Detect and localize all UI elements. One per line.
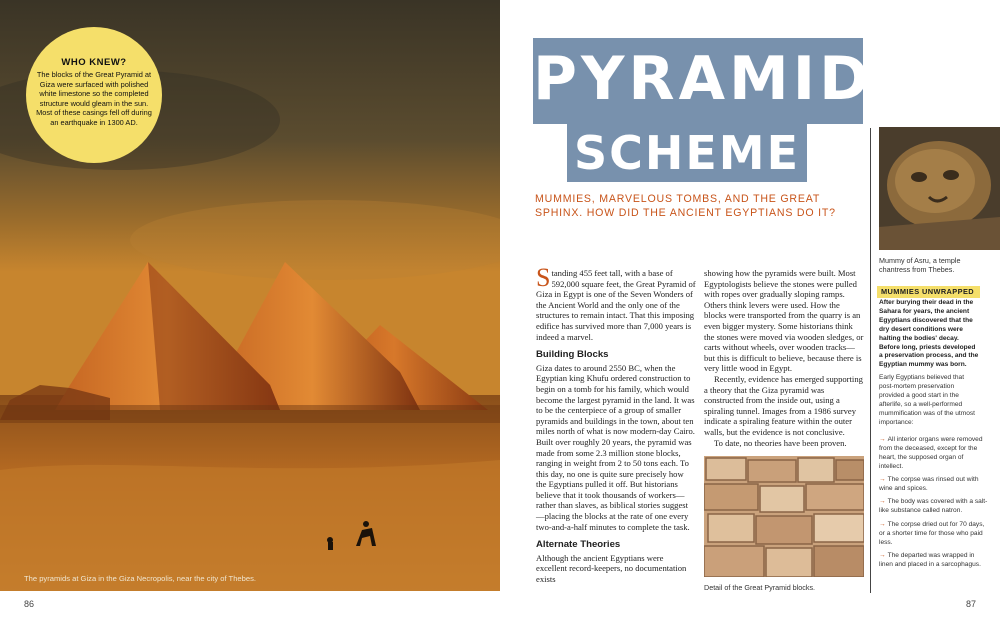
building-blocks-paragraph: Giza dates to around 2550 BC, when the Egyptian king Khufu ordered construction to begin on a tomb for his family, which would become the largest pyramid in the land. It was to be the centerpiece of a group of smaller pyramids and buildings in the town, about ten miles north of what is now modern-day Cairo. Built over roughly 20 years, the pyramid was made from some 2.3 million stone blocks, ranging in weight from 2 to 50 tons each. To this day, no one is quite sure precisely how the Egyptians pulled it off. But historians believe that it took thousands of workers—rather than slaves, as biblical stories suggest—placing the blocks at the rate of one every two-and-a-half minutes to complete the task. [536, 362, 695, 532]
article-column-1 [536, 263, 696, 585]
who-knew-body: The blocks of the Great Pyramid at Giza were surfaced with polished white limestone so the completed structure would gleam in the sun. Most of these casings fell off during an earthquake in 1300 AD. [36, 70, 152, 127]
page-number-right: 87 [965, 599, 976, 609]
arrow-icon: → [879, 476, 886, 484]
column-2-paragraph-1: showing how the pyramids were built. Most Egyptologists believe the stones were pulled with ropes over gradually sloping ramps. Others think levers were used. How the blocks were transported from the quarry is an even bigger mystery. Some historians think the stones were moved via wooden sledges, or carts without wheels, over wooden tracks—but this is difficult to believe, because there is very little wood in Egypt. [704, 268, 864, 374]
alternate-theories-paragraph: Although the ancient Egyptians were excellent record-keepers, no documentation exists [536, 552, 687, 585]
intro-paragraph [536, 263, 696, 342]
mummification-steps-list [879, 436, 989, 574]
arrow-icon: → [879, 551, 886, 559]
intro-text: tanding 455 feet tall, with a base of 592,000 square feet, the Great Pyramid of Giza in Egypt is one of the Seven Wonders of the Ancient World and the only one of the structures to remain intact. That this imposing edifice has survived more than 7,000 years is indeed a marvel. [536, 268, 696, 342]
list-item-text: The departed was wrapped in linen and placed in a sarcophagus. [879, 551, 981, 568]
list-item-text: The corpse dried out for 70 days, or a shorter time for those who paid less. [879, 520, 985, 546]
who-knew-title: WHO KNEW? [61, 57, 127, 68]
list-item-text: All interior organs were removed from the deceased, except for the heart, the supposed organ of intellect. [879, 436, 983, 470]
pyramids-photo-caption: The pyramids at Giza in the Giza Necropolis, near the city of Thebes. [24, 574, 256, 583]
column-2-paragraph-2: Recently, evidence has emerged supporting a theory that the Giza pyramid was constructed from the inside out, using a spiraling tunnel. Images from a 1986 survey indicate a spiraling feature within the outer walls, but the evidence is not conclusive. [704, 373, 863, 437]
list-item [879, 521, 989, 548]
arrow-icon: → [879, 520, 886, 528]
sidebar-heading: MUMMIES UNWRAPPED [877, 286, 980, 298]
subheadline: MUMMIES, MARVELOUS TOMBS, AND THE GREAT SPHINX. HOW DID THE ANCIENT EGYPTIANS DO IT? [535, 193, 836, 219]
stone-blocks-photo [704, 456, 864, 577]
article-column-2 [704, 268, 864, 448]
list-item-text: The corpse was rinsed out with wine and spices. [879, 476, 979, 493]
list-item [879, 476, 989, 494]
list-item [879, 552, 989, 570]
arrow-icon: → [879, 498, 886, 506]
who-knew-callout [26, 27, 162, 163]
sidebar-lede: After burying their dead in the Sahara for years, the ancient Egyptians discovered that the dry desert conditions were halting the bodies' decay. Before long, priests developed a preservation process, and the Egyptian mummy was born. [879, 299, 979, 369]
section-heading-alternate-theories: Alternate Theories [536, 539, 621, 551]
arrow-icon: → [879, 436, 886, 443]
list-item [879, 498, 989, 516]
list-item-text: The body was covered with a salt-like substance called natron. [879, 498, 988, 515]
stone-blocks-caption: Detail of the Great Pyramid blocks. [704, 583, 816, 592]
mummy-illustration [879, 127, 1000, 250]
sidebar-intro: Early Egyptians believed that post-mortem preservation provided a good start in the afterlife, so a well-performed mummification was of the utmost importance: [879, 374, 976, 426]
sidebar-divider [870, 128, 871, 593]
mummy-photo [879, 127, 1000, 250]
headline-line-2: SCHEME [573, 126, 800, 180]
column-2-paragraph-3: To date, no theories have been proven. [714, 437, 847, 448]
page-number-left: 86 [24, 599, 35, 609]
headline-line-1: PYRAMID [533, 44, 873, 114]
stone-blocks-illustration [704, 456, 864, 577]
section-heading-building-blocks: Building Blocks [536, 349, 609, 361]
drop-cap: S [536, 263, 551, 292]
mummy-photo-caption: Mummy of Asru, a temple chantress from Thebes. [879, 256, 961, 274]
list-item [879, 436, 989, 472]
